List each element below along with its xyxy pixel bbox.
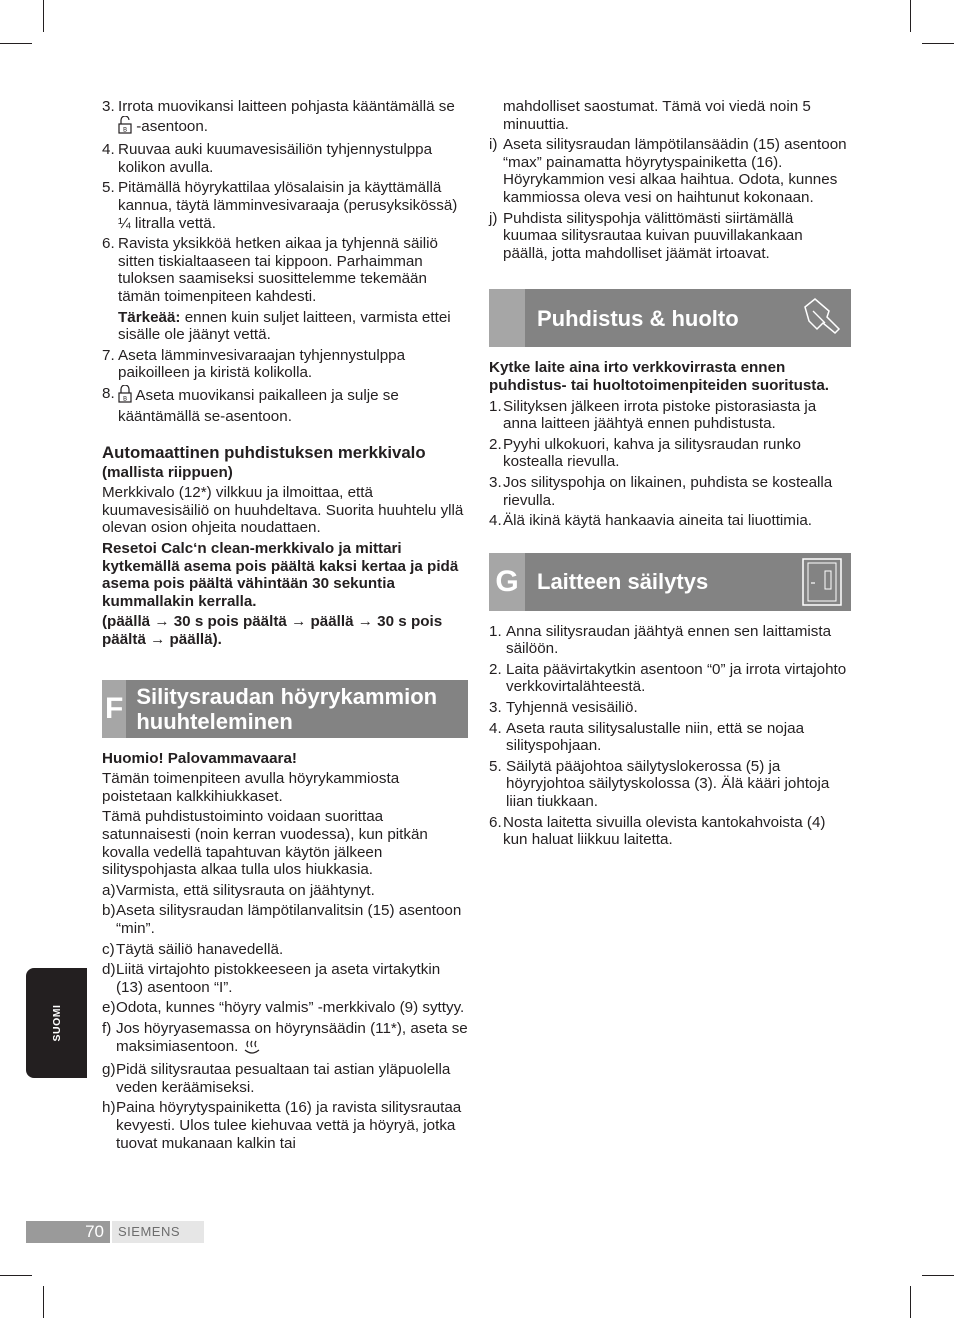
list-item: 4. Aseta rauta silitysalustalle niin, että se nojaa silityspohjaan. xyxy=(489,719,805,755)
paragraph: Tämän toimenpiteen avulla höyrykammiosta poistetaan kalkkihiukkaset. xyxy=(102,770,400,805)
section-bar-f xyxy=(102,680,468,738)
list-item: d) Liitä virtajohto pistokkeeseen ja aseta virtakytkin (13) asentoon “I”. xyxy=(102,961,441,996)
right-column xyxy=(489,98,851,852)
list-item: 2. Pyyhi ulkokuori, kahva ja silitysraudan runko kostealla rievulla. xyxy=(489,435,801,471)
list-item: 5. Säilytä pääjohtoa säilytyslokerossa (5) ja höyryjohtoa säilytyskolossa (3). Älä kääri johtoja liian tiukkaan. xyxy=(489,757,830,811)
language-tab: SUOMI xyxy=(26,968,87,1078)
important-note: Tärkeää: ennen kuin suljet laitteen, varmista ettei sisälle ole jäänyt vettä. xyxy=(118,308,451,344)
section-letter: F xyxy=(102,680,126,738)
list-item: f) Jos höyryasemassa on höyrynsäädin (11*), aseta se maksimiasentoon. xyxy=(102,1020,468,1058)
list-item: 4. Ruuvaa auki kuumavesisäiliön tyhjennystulppa kolikon avulla. xyxy=(102,141,433,176)
paragraph-bold: Resetoi Calc‘n clean-merkkivalo ja mittari kytkemällä asema pois päältä kaksi kertaa ja pidä asema pois päältä vähintään 30 sekuntia kummallakin kerralla. xyxy=(102,540,459,610)
unlock-icon xyxy=(118,116,132,139)
crop-mark xyxy=(0,1275,32,1276)
warning-intro: Kytke laite aina irto verkkovirrasta ennen puhdistus- tai huoltotoimenpiteiden suoritusta. xyxy=(489,359,830,394)
lock-icon xyxy=(118,385,132,408)
list-item: 5. Pitämällä höyrykattilaa ylösalaisin ja käyttämällä kannua, täytä lämminvesivaraaja (perusyksikössä) ¼ litralla vettä. xyxy=(102,179,458,232)
paragraph: Merkkivalo (12*) vilkkuu ja ilmoittaa, että kuumavesisäiliö on huuhdeltava. Suorita huuhtelu yllä olevan osion ohjeita noudattaen. xyxy=(102,484,464,537)
crop-mark xyxy=(910,1286,911,1318)
crop-mark xyxy=(922,43,954,44)
list-item: 8. B Aseta muovikansi paikalleen ja sulje se kääntämällä se-asentoon. xyxy=(102,384,399,425)
page-footer xyxy=(26,1221,204,1243)
crop-mark xyxy=(43,1286,44,1318)
list-item: e) Odota, kunnes “höyry valmis” -merkkivalo (9) syttyy. xyxy=(102,999,465,1017)
section-heading: Automaattinen puhdistuksen merkkivalo xyxy=(102,443,426,463)
storage-cabinet-icon xyxy=(799,557,845,607)
list-item: h) Paina höyrytyspainiketta (16) ja ravista silitysrautaa kevyesti. Ulos tulee kiehuvaa vettä ja höyryä, jotka tuovat mukanaan kalkin tai xyxy=(102,1099,462,1152)
list-item: b) Aseta silitysraudan lämpötilanvalitsin (15) asentoon “min”. xyxy=(102,902,462,937)
list-item: 6. Ravista yksikköä hetken aikaa ja tyhjennä säiliö sitten tiskialtaaseen tai kippoon. Parhaimman tuloksen saamiseksi suosittelemme tekemään tämän toimenpiteen kahdesti. xyxy=(102,235,438,305)
crop-mark xyxy=(922,1275,954,1276)
list-item: 3. Jos silityspohja on likainen, puhdista se kostealla rievulla. xyxy=(489,473,833,509)
section-title: Puhdistus & huolto xyxy=(537,305,739,331)
crop-mark xyxy=(910,0,911,32)
list-item: j) Puhdista silityspohja välittömästi siirtämällä kuumaa silitysrautaa kuivan puuvillakankaan päällä, jotta mahdolliset jäämät irtoavat. xyxy=(489,209,803,262)
list-item: 3. Irrota muovikansi laitteen pohjasta kääntämällä se B -asentoon. xyxy=(102,98,468,138)
paragraph: Tämä puhdistustoiminto voidaan suorittaa satunnaisesti (noin kerran vuodessa), kun pitkän kovalla vedellä tapahtuvan käytön jälkeen silityspohjasta alkaa tulla ulos hiukkasia. xyxy=(102,808,428,879)
list-item: 1. Silityksen jälkeen irrota pistoke pistorasiasta ja anna laitteen jäähtyä ennen puhdistusta. xyxy=(489,397,817,433)
section-subheading: (mallista riippuen) xyxy=(102,463,233,481)
list-item: g) Pidä silitysrautaa pesualtaan tai astian yläpuolella veden keräämiseksi. xyxy=(102,1061,451,1096)
list-item: 4. Älä ikinä käytä hankaavia aineita tai liuottimia. xyxy=(489,512,812,530)
brand-label: SIEMENS xyxy=(112,1221,204,1243)
list-item: a) Varmista, että silitysrauta on jäähtynyt. xyxy=(102,881,375,899)
list-item: 6. Nosta laitetta sivuilla olevista kantokahvoista (4) kun haluat liikkuu laitetta. xyxy=(489,813,826,849)
left-column xyxy=(102,98,468,1155)
svg-text:B: B xyxy=(122,395,128,403)
list-item: c) Täytä säiliö hanavedellä. xyxy=(102,940,284,958)
warning-heading: Huomio! Palovammavaara! xyxy=(102,749,297,767)
section-letter xyxy=(489,289,525,347)
section-bar-g xyxy=(489,553,851,611)
list-item: 2. Laita päävirtakytkin asentoon “0” ja irrota virtajohto verkkovirtalähteestä. xyxy=(489,660,847,696)
section-title: Silitysraudan höyrykammion huuhteleminen xyxy=(136,683,438,734)
list-item: 1. Anna silitysraudan jäähtyä ennen sen laittamista säilöön. xyxy=(489,622,832,658)
crop-mark xyxy=(0,43,32,44)
crop-mark xyxy=(43,0,44,32)
section-bar-clean xyxy=(489,289,851,347)
paragraph-bold: (päällä → 30 s pois päältä → päällä → 30 s pois päältä → päällä). xyxy=(102,613,443,649)
cleaning-hand-icon xyxy=(799,293,845,343)
paragraph: mahdolliset saostumat. Tämä voi viedä noin 5 minuuttia. xyxy=(503,98,811,133)
list-item: 7. Aseta lämminvesivaraajan tyhjennystulppa paikoilleen ja kiristä kolikolla. xyxy=(102,346,406,382)
svg-text:B: B xyxy=(122,126,128,134)
list-item: i) Aseta silitysraudan lämpötilansäädin (15) asentoon “max” painamatta höyrytyspainiketta (16). Höyrykammion vesi alkaa haihtua. Odota, kunnes kammiossa oleva vesi on haihtunut kokonaan. xyxy=(489,136,847,206)
list-item: 3. Tyhjennä vesisäiliö. xyxy=(489,699,638,717)
steam-icon xyxy=(243,1038,261,1059)
section-letter: G xyxy=(489,553,525,611)
section-title: Laitteen säilytys xyxy=(537,569,709,595)
page-number: 70 xyxy=(26,1221,110,1243)
